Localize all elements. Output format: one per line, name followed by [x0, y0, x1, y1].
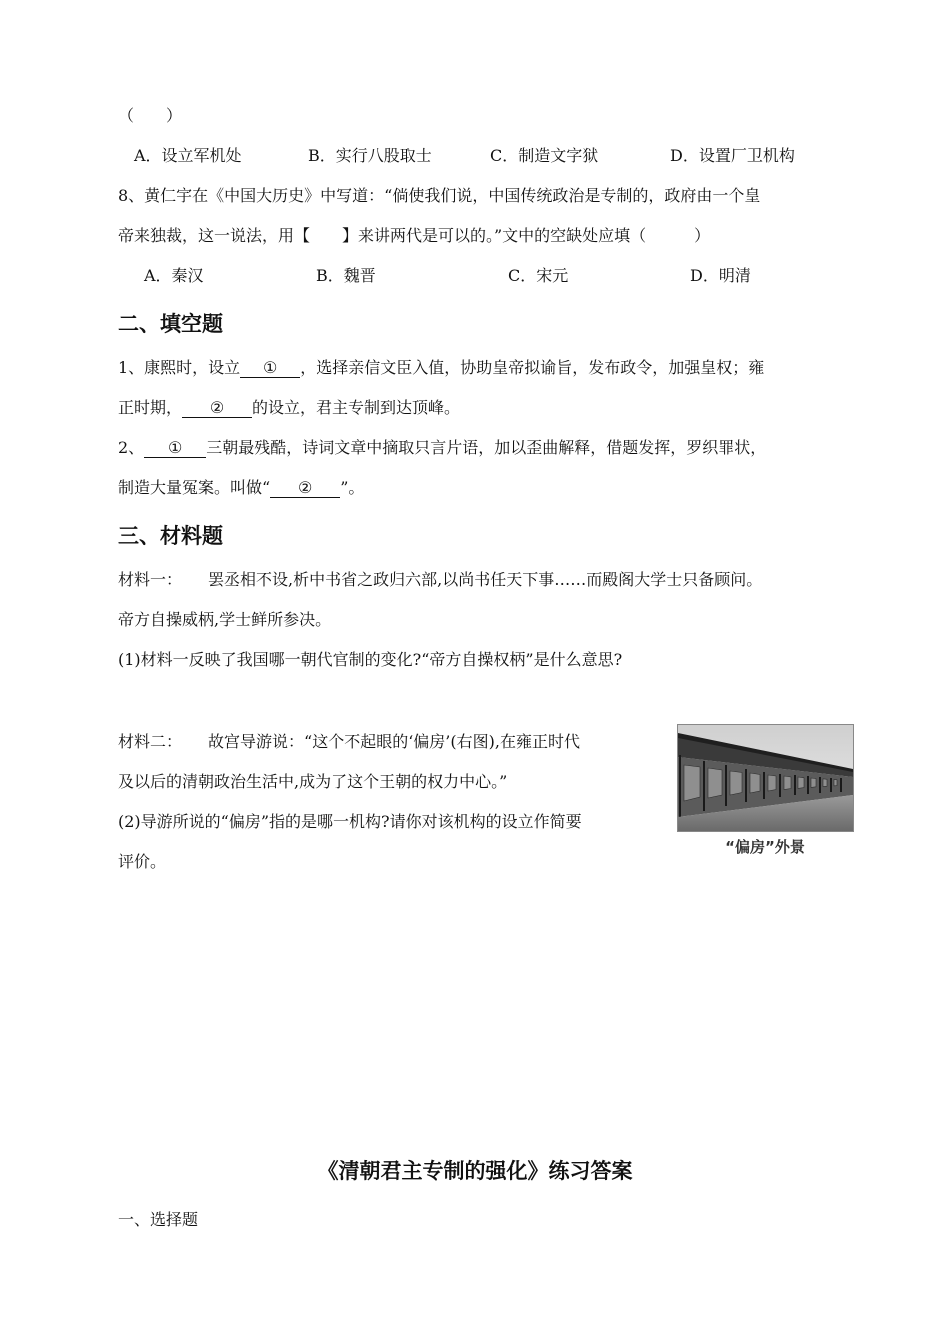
pianfang-photo [677, 724, 854, 832]
q7-option-a: A．设立军机处 [134, 146, 242, 165]
fill1-text-b: ，选择亲信文臣入值，协助皇帝拟谕旨，发布政令，加强皇权；雍 [300, 358, 765, 377]
fill2-text-b: 三朝最残酷，诗词文章中摘取只言片语，加以歪曲解释，借题发挥，罗织罪状， [206, 438, 767, 457]
fill1-line2 [118, 398, 460, 418]
fill2-text-d: ”。 [340, 478, 365, 497]
material1-line2: 帝方自操威柄,学士鲜所参决。 [118, 610, 332, 629]
question2-line2: 评价。 [118, 852, 167, 871]
section2-heading: 二、填空题 [118, 312, 223, 336]
question1: (1)材料一反映了我国哪一朝代官制的变化?“帝方自操权柄”是什么意思? [118, 650, 623, 669]
section3-heading: 三、材料题 [118, 524, 223, 548]
fill2-line2 [118, 478, 364, 498]
fill1-line1 [118, 358, 764, 378]
fill2-line1 [118, 438, 766, 458]
q8-line2: 帝来独裁，这一说法，用【 】来讲两代是可以的。”文中的空缺处应填（ ） [118, 226, 711, 245]
material2-line1 [118, 732, 580, 752]
figure-caption: “偏房”外景 [725, 838, 805, 856]
material1-text1: 罢丞相不设,析中书省之政归六部,以尚书任天下事……而殿阁大学士只备顾问。 [208, 570, 763, 589]
material2-text1: 故宫导游说：“这个不起眼的‘偏房’(右图),在雍正时代 [208, 732, 580, 751]
fill2-text-a: 2、 [118, 438, 145, 457]
q8-option-a: A．秦汉 [144, 266, 204, 285]
q7-paren: （ ） [118, 106, 183, 125]
question2-line1: (2)导游所说的“偏房”指的是哪一机构?请你对该机构的设立作简要 [118, 812, 582, 831]
material2-line2: 及以后的清朝政治生活中,成为了这个王朝的权力中心。” [118, 772, 508, 791]
q7-option-c: C．制造文字狱 [490, 146, 599, 165]
fill1-text-d: 的设立，君主专制到达顶峰。 [252, 398, 461, 417]
fill2-blank1: ① [144, 439, 206, 458]
q8-option-b: B．魏晋 [316, 266, 376, 285]
material1-line1 [118, 570, 762, 590]
fill1-text-c: 正时期， [118, 398, 183, 417]
fill1-text-a: 1、康熙时，设立 [118, 358, 241, 377]
pianfang-figure [677, 724, 853, 857]
answers-section1: 一、选择题 [118, 1210, 199, 1229]
q8-option-d: D．明清 [690, 266, 751, 285]
q8-line1: 8、黄仁宇在《中国大历史》中写道：“倘使我们说，中国传统政治是专制的，政府由一个皇 [118, 186, 761, 205]
q7-option-d: D．设置厂卫机构 [670, 146, 795, 165]
q7-option-b: B．实行八股取士 [308, 146, 432, 165]
material1-label: 材料一： [118, 570, 183, 589]
answers-title: 《清朝君主专制的强化》练习答案 [317, 1159, 633, 1183]
fill1-blank1: ① [240, 359, 300, 378]
q8-option-c: C．宋元 [508, 266, 569, 285]
fill2-text-c: 制造大量冤案。叫做“ [118, 478, 271, 497]
fill2-blank2: ② [270, 479, 340, 498]
material2-label: 材料二： [118, 732, 183, 751]
fill1-blank2: ② [182, 399, 252, 418]
